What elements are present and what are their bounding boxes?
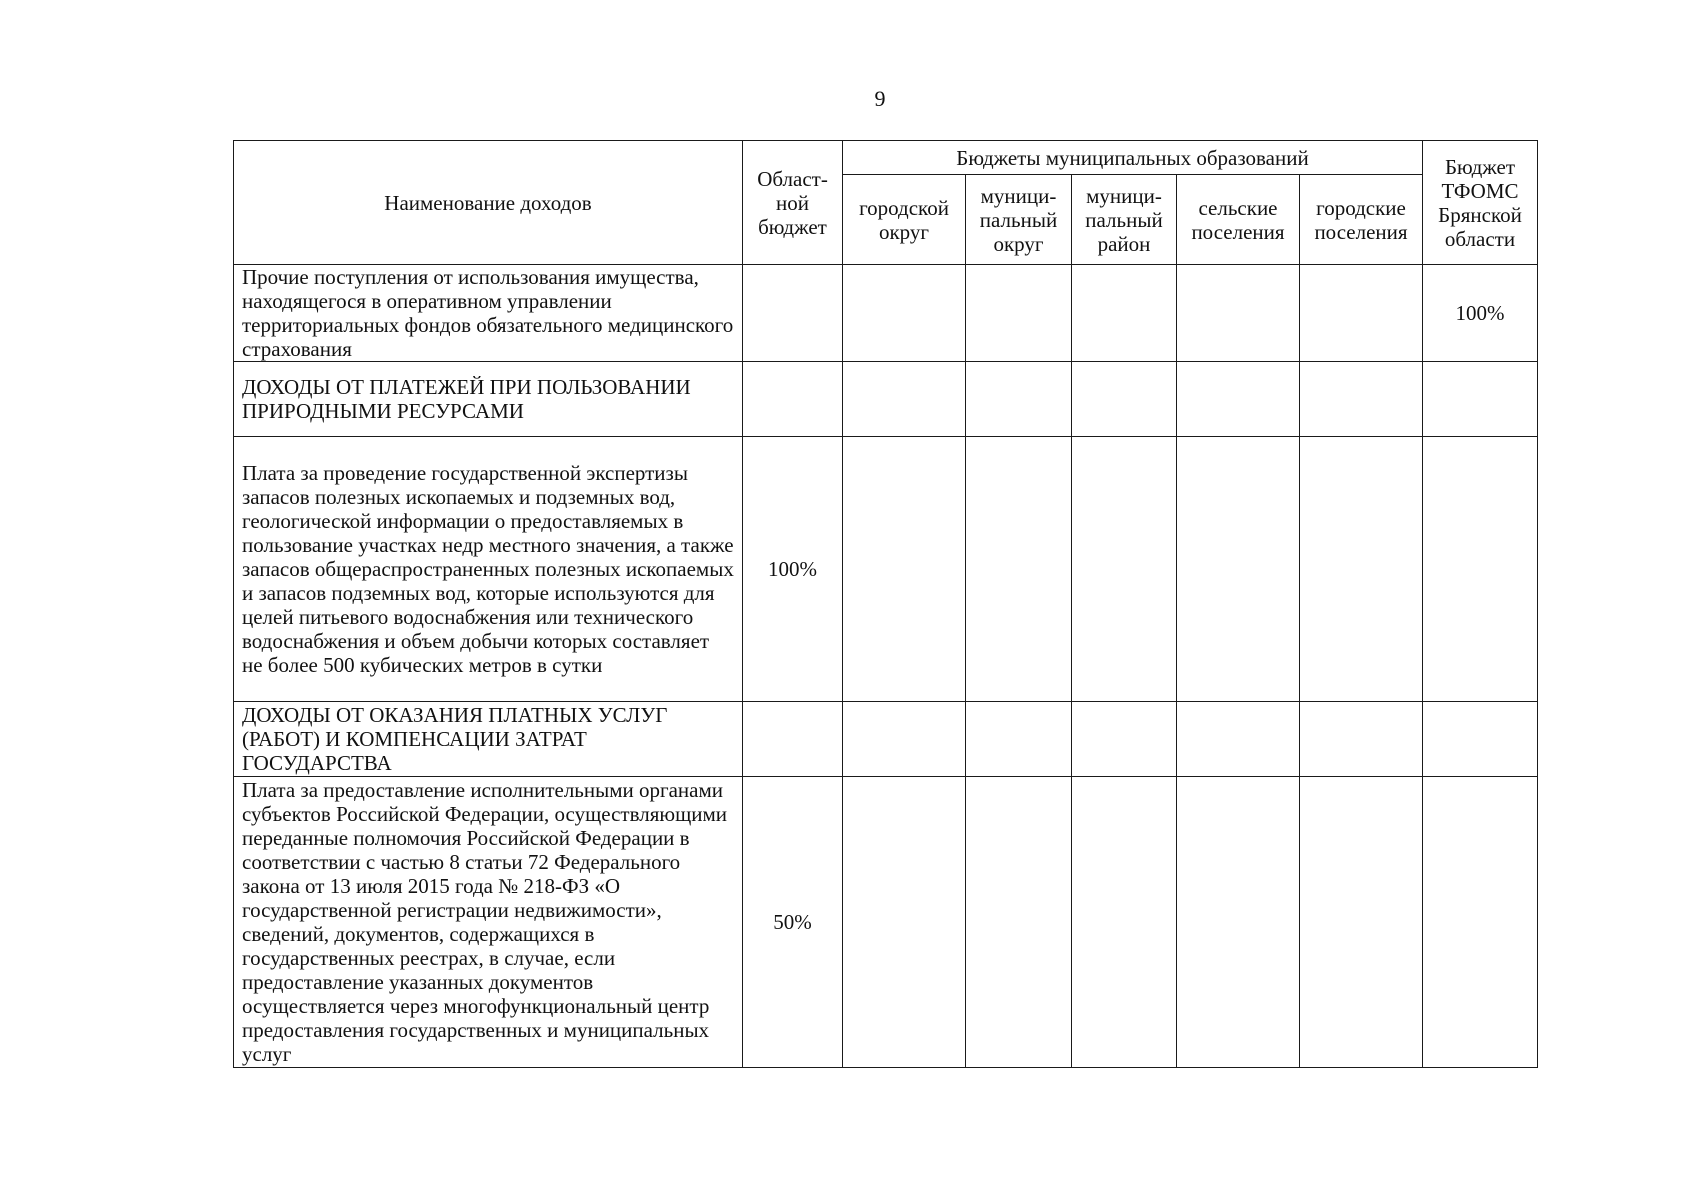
table-row — [234, 265, 1538, 362]
table-row — [234, 437, 1538, 702]
page-number: 9 — [874, 86, 886, 111]
empty-cell — [1300, 362, 1423, 437]
urban-settlements-value-cell — [1300, 265, 1423, 362]
header-income-name: Наименование доходов — [234, 141, 743, 265]
header-tfoms-budget: Бюджет ТФОМС Брянской области — [1423, 141, 1538, 265]
regional-value-cell: 50% — [743, 777, 843, 1068]
tfoms-value-cell: 100% — [1423, 265, 1538, 362]
empty-cell — [1177, 362, 1300, 437]
rural-settlements-value-cell — [1177, 777, 1300, 1068]
empty-cell — [1072, 702, 1177, 777]
municipal-rayon-value-cell — [1072, 265, 1177, 362]
header-urban-settlements: городские поселения — [1300, 175, 1423, 265]
header-municipal-budgets: Бюджеты муниципальных образований — [843, 141, 1423, 175]
tfoms-value-cell — [1423, 437, 1538, 702]
empty-cell — [1300, 702, 1423, 777]
city-district-value-cell — [843, 437, 966, 702]
empty-cell — [1423, 362, 1538, 437]
municipal-okrug-value-cell — [966, 777, 1072, 1068]
income-name-cell: Плата за предоставление исполнительными органами субъектов Российской Федерации, осуществляющими переданные полномочия Российской Федерации в соответствии с частью 8 статьи 72 Федерального закона от 13 июля 2015 года № 218-ФЗ «О государственной регистрации недвижимости», сведений, документов, содержащихся в государственных реестрах, в случае, если предоставление указанных документов осуществляется через многофункциональный центр предоставления государственных и муниципальных услуг — [234, 777, 743, 1068]
rural-settlements-value-cell — [1177, 265, 1300, 362]
income-name-cell: Прочие поступления от использования имущества, находящегося в оперативном управлении территориальных фондов обязательного медицинского страхования — [234, 265, 743, 362]
section-heading: ДОХОДЫ ОТ ОКАЗАНИЯ ПЛАТНЫХ УСЛУГ (РАБОТ) И КОМПЕНСАЦИИ ЗАТРАТ ГОСУДАРСТВА — [234, 702, 743, 777]
income-distribution-table — [233, 140, 1538, 1068]
urban-settlements-value-cell — [1300, 437, 1423, 702]
header-regional-budget: Област- ной бюджет — [743, 141, 843, 265]
empty-cell — [1423, 702, 1538, 777]
rural-settlements-value-cell — [1177, 437, 1300, 702]
empty-cell — [1072, 362, 1177, 437]
section-heading: ДОХОДЫ ОТ ПЛАТЕЖЕЙ ПРИ ПОЛЬЗОВАНИИ ПРИРОДНЫМИ РЕСУРСАМИ — [234, 362, 743, 437]
empty-cell — [743, 702, 843, 777]
header-municipal-rayon: муници- пальный район — [1072, 175, 1177, 265]
empty-cell — [743, 362, 843, 437]
city-district-value-cell — [843, 265, 966, 362]
regional-value-cell — [743, 265, 843, 362]
header-municipal-okrug: муници- пальный округ — [966, 175, 1072, 265]
municipal-okrug-value-cell — [966, 437, 1072, 702]
header-rural-settlements: сельские поселения — [1177, 175, 1300, 265]
municipal-rayon-value-cell — [1072, 437, 1177, 702]
section-row — [234, 362, 1538, 437]
municipal-rayon-value-cell — [1072, 777, 1177, 1068]
urban-settlements-value-cell — [1300, 777, 1423, 1068]
empty-cell — [966, 702, 1072, 777]
municipal-okrug-value-cell — [966, 265, 1072, 362]
table-row — [234, 777, 1538, 1068]
header-city-district: городской округ — [843, 175, 966, 265]
regional-value-cell: 100% — [743, 437, 843, 702]
empty-cell — [1177, 702, 1300, 777]
empty-cell — [966, 362, 1072, 437]
section-row — [234, 702, 1538, 777]
income-name-cell: Плата за проведение государственной экспертизы запасов полезных ископаемых и подземных вод, геологической информации о предоставляемых в пользование участках недр местного значения, а также запасов общераспространенных полезных ископаемых и запасов подземных вод, которые используются для целей питьевого водоснабжения или технического водоснабжения и объем добычи которых составляет не более 500 кубических метров в сутки — [234, 437, 743, 702]
empty-cell — [843, 702, 966, 777]
city-district-value-cell — [843, 777, 966, 1068]
empty-cell — [843, 362, 966, 437]
tfoms-value-cell — [1423, 777, 1538, 1068]
